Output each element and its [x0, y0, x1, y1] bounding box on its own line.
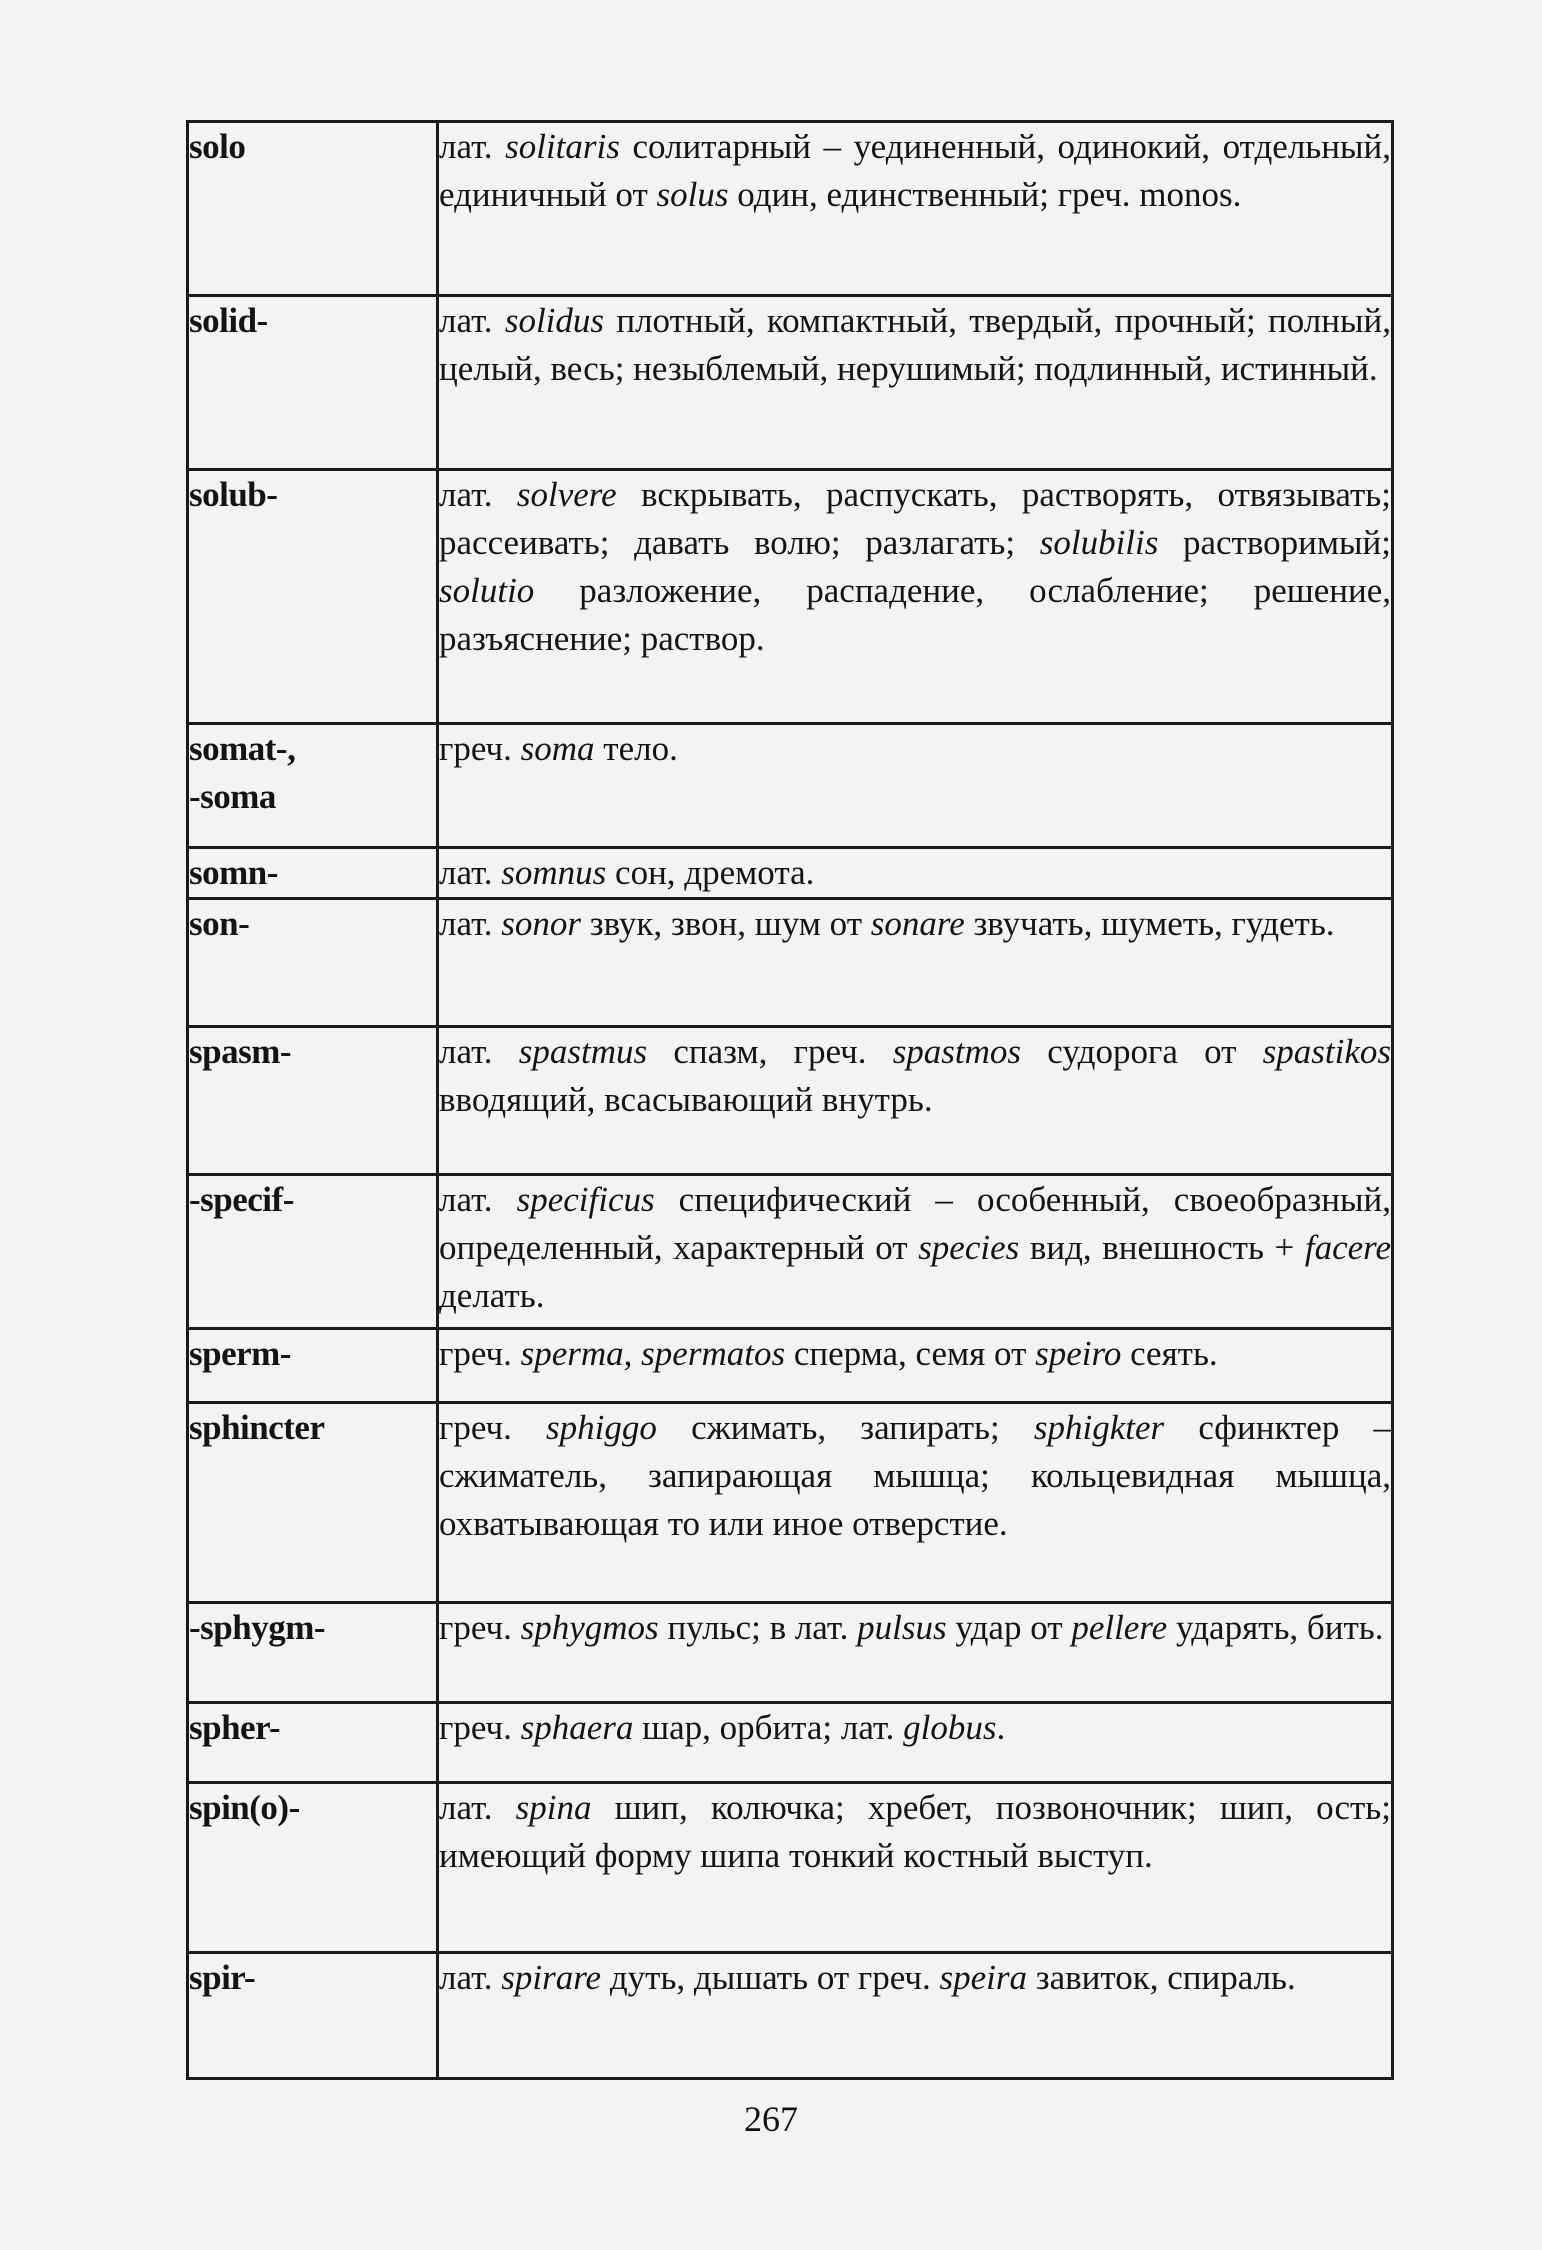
- definition-text: сон, дремота.: [606, 853, 815, 892]
- definition-italic-term: globus: [903, 1708, 997, 1747]
- definition-text: вводящий, всасывающий внутрь.: [439, 1080, 933, 1119]
- entry-definition: [438, 1783, 1393, 1953]
- definition-text: судорога от: [1021, 1032, 1263, 1071]
- definition-italic-term: solutio: [439, 571, 535, 610]
- definition-italic-term: somnus: [501, 853, 607, 892]
- definition-italic-term: facere: [1304, 1228, 1391, 1267]
- entry-definition: [438, 1403, 1393, 1603]
- entry-definition: [438, 1603, 1393, 1703]
- definition-text: сжимать, запирать;: [656, 1408, 1034, 1447]
- definition-text: пульс; в лат.: [658, 1608, 858, 1647]
- definition-italic-term: pellere: [1071, 1608, 1168, 1647]
- definition-italic-term: sonare: [870, 904, 965, 943]
- definition-text: растворимый;: [1158, 523, 1391, 562]
- entry-term: son-: [188, 899, 438, 1027]
- definition-text: спазм, греч.: [647, 1032, 893, 1071]
- definition-italic-term: solus: [656, 175, 729, 214]
- entry-term: spin(o)-: [188, 1783, 438, 1953]
- definition-italic-term: speira: [939, 1958, 1028, 1997]
- definition-text: вскрывать, распускать, растворять, отвязывать; рассеивать; давать волю; разлагать;: [439, 475, 1391, 562]
- definition-text: лат.: [439, 1180, 517, 1219]
- entry-term: somn-: [188, 848, 438, 899]
- dictionary-table: [186, 120, 1394, 2080]
- table-row: [188, 1403, 1393, 1603]
- definition-italic-term: spastikos: [1262, 1032, 1391, 1071]
- entry-definition: [438, 122, 1393, 296]
- definition-italic-term: sphaera: [520, 1708, 634, 1747]
- entry-term: solub-: [188, 470, 438, 724]
- definition-text: греч.: [439, 1408, 547, 1447]
- entry-definition: [438, 470, 1393, 724]
- definition-text: завиток, спираль.: [1027, 1958, 1296, 1997]
- entry-term: -sphygm-: [188, 1603, 438, 1703]
- table-row: [188, 1953, 1393, 2079]
- definition-italic-term: solvere: [516, 475, 617, 514]
- entry-term: spher-: [188, 1703, 438, 1783]
- entry-term: solo: [188, 122, 438, 296]
- definition-text: один, единственный; греч. monos.: [728, 175, 1242, 214]
- definition-italic-term: spastmus: [518, 1032, 648, 1071]
- table-row: [188, 470, 1393, 724]
- definition-italic-term: speiro: [1035, 1334, 1122, 1373]
- definition-text: сфинктер – сжиматель, запирающая мышца; кольцевидная мышца, охватывающая то или иное отверстие.: [439, 1408, 1391, 1543]
- page-number: 267: [744, 2099, 798, 2139]
- definition-text: шар, орбита; лат.: [633, 1708, 904, 1747]
- entry-term: sperm-: [188, 1329, 438, 1403]
- definition-text: солитарный – уединенный, одинокий, отдельный, единичный от: [439, 127, 1391, 214]
- definition-text: тело.: [594, 729, 678, 768]
- definition-italic-term: solidus: [504, 301, 605, 340]
- entry-term: solid-: [188, 296, 438, 470]
- definition-text: дуть, дышать от греч.: [601, 1958, 940, 1997]
- definition-italic-term: solubilis: [1039, 523, 1159, 562]
- entry-term: somat-, -soma: [188, 724, 438, 848]
- definition-italic-term: sphygmos: [520, 1608, 659, 1647]
- definition-text: .: [996, 1708, 1006, 1747]
- entry-term: spasm-: [188, 1027, 438, 1175]
- definition-text: лат.: [439, 301, 505, 340]
- table-row: [188, 1329, 1393, 1403]
- definition-text: лат.: [439, 475, 517, 514]
- definition-text: сперма, семя от: [785, 1334, 1036, 1373]
- entry-term: spir-: [188, 1953, 438, 2079]
- definition-text: лат.: [439, 1032, 519, 1071]
- definition-italic-term: spina: [515, 1788, 592, 1827]
- table-row: [188, 724, 1393, 848]
- definition-italic-term: spirare: [501, 1958, 602, 1997]
- definition-text: делать.: [439, 1276, 545, 1315]
- definition-italic-term: pulsus: [857, 1608, 947, 1647]
- definition-text: специфический – особенный, своеобразный, определенный, характерный от: [439, 1180, 1391, 1267]
- table-row: [188, 1027, 1393, 1175]
- definition-text: сеять.: [1121, 1334, 1218, 1373]
- definition-text: лат.: [439, 853, 502, 892]
- definition-text: удар от: [946, 1608, 1072, 1647]
- definition-text: греч.: [439, 1608, 521, 1647]
- entry-term: -specif-: [188, 1175, 438, 1329]
- definition-italic-term: sphiggo: [546, 1408, 657, 1447]
- definition-italic-term: spastmos: [892, 1032, 1022, 1071]
- entry-definition: [438, 1175, 1393, 1329]
- definition-text: вид, внешность +: [1019, 1228, 1305, 1267]
- entry-term: sphincter: [188, 1403, 438, 1603]
- definition-italic-term: sperma, spermatos: [520, 1334, 786, 1373]
- entry-definition: [438, 1703, 1393, 1783]
- table-row: [188, 1175, 1393, 1329]
- definition-text: лат.: [439, 904, 502, 943]
- table-row: [188, 1703, 1393, 1783]
- definition-text: плотный, компактный, твердый, прочный; полный, целый, весь; незыблемый, нерушимый; подлинный, истинный.: [439, 301, 1391, 388]
- entry-definition: [438, 296, 1393, 470]
- definition-text: звучать, шуметь, гудеть.: [964, 904, 1335, 943]
- table-row: [188, 122, 1393, 296]
- definition-text: лат.: [439, 127, 506, 166]
- entry-definition: [438, 1953, 1393, 2079]
- entry-definition: [438, 848, 1393, 899]
- definition-text: ударять, бить.: [1167, 1608, 1384, 1647]
- definition-text: звук, звон, шум от: [581, 904, 871, 943]
- table-row: [188, 296, 1393, 470]
- definition-italic-term: solitaris: [505, 127, 620, 166]
- table-row: [188, 848, 1393, 899]
- definition-text: греч.: [439, 729, 521, 768]
- definition-italic-term: sonor: [501, 904, 582, 943]
- definition-text: лат.: [439, 1788, 516, 1827]
- entry-definition: [438, 1329, 1393, 1403]
- table-row: [188, 1603, 1393, 1703]
- definition-italic-term: sphigkter: [1033, 1408, 1165, 1447]
- entry-definition: [438, 899, 1393, 1027]
- definition-text: греч.: [439, 1334, 521, 1373]
- definition-italic-term: soma: [520, 729, 595, 768]
- definition-italic-term: species: [918, 1228, 1020, 1267]
- definition-text: лат.: [439, 1958, 502, 1997]
- entry-definition: [438, 1027, 1393, 1175]
- definition-text: шип, колючка; хребет, позвоночник; шип, ость; имеющий форму шипа тонкий костный выступ.: [439, 1788, 1391, 1875]
- definition-text: греч.: [439, 1708, 521, 1747]
- table-row: [188, 899, 1393, 1027]
- table-row: [188, 1783, 1393, 1953]
- definition-italic-term: specificus: [516, 1180, 655, 1219]
- entry-definition: [438, 724, 1393, 848]
- definition-text: разложение, распадение, ослабление; решение, разъяснение; раствор.: [439, 571, 1391, 658]
